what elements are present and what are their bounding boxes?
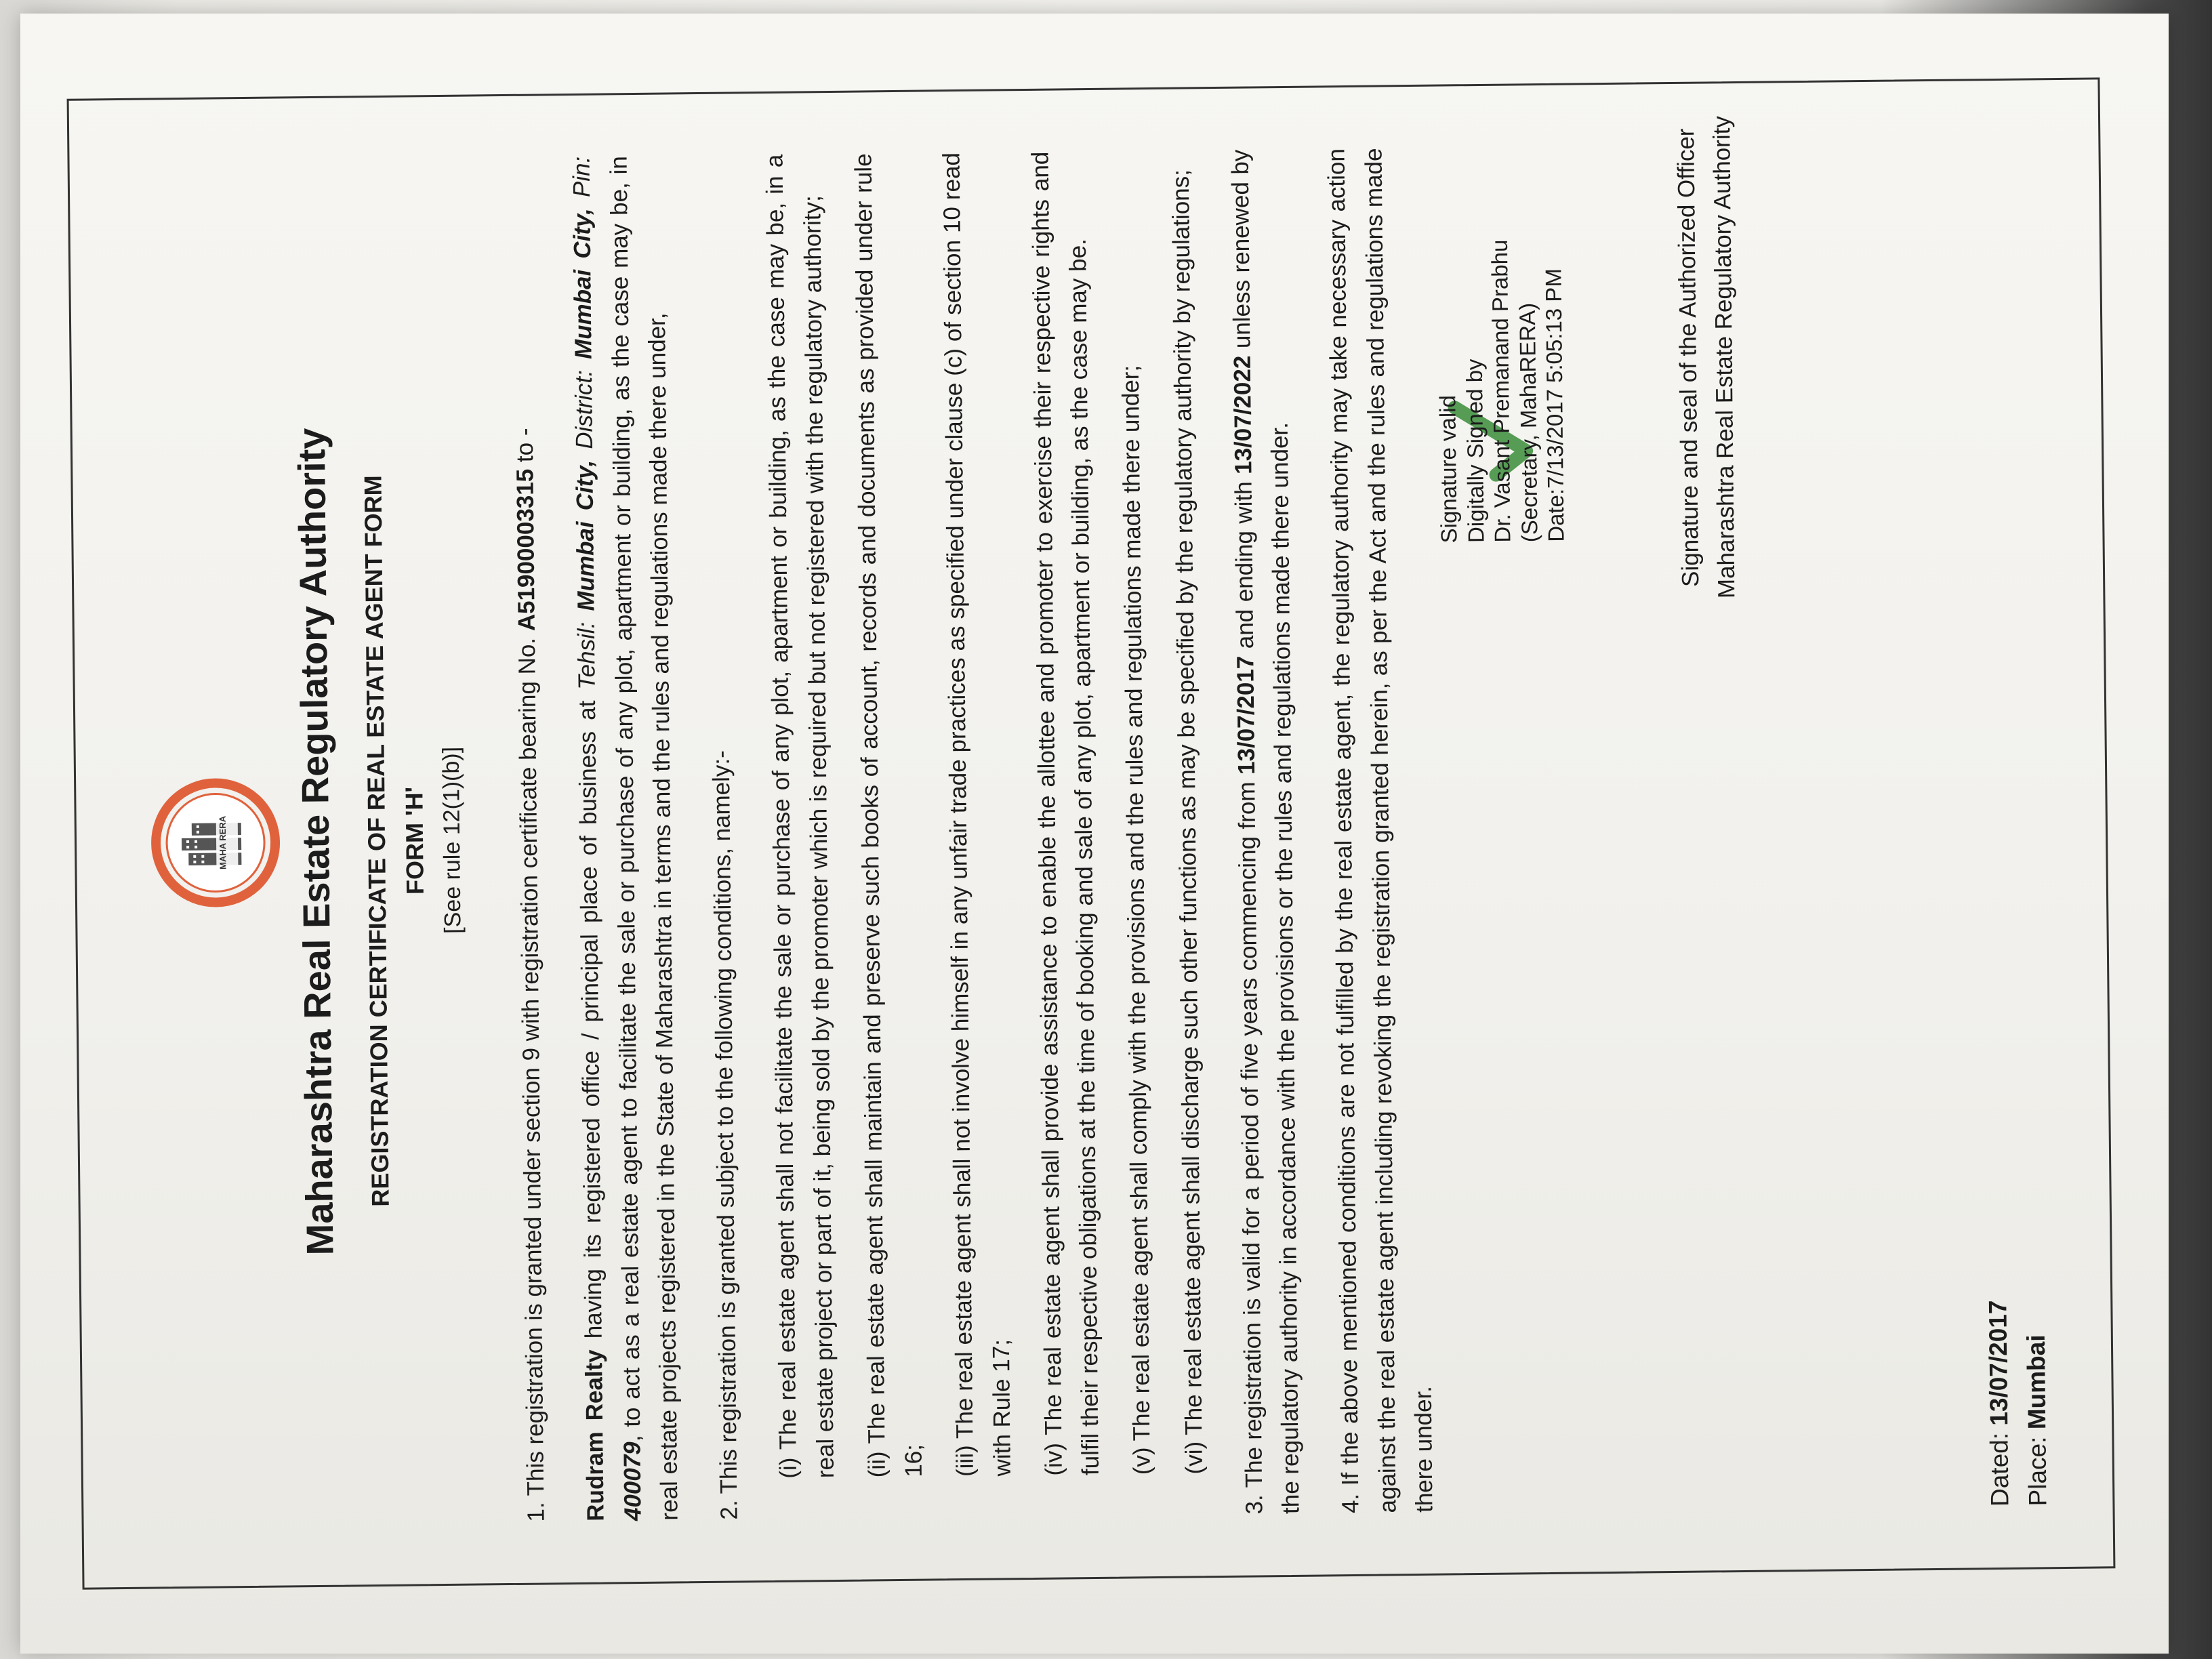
condition-item: (i) The real estate agent shall not facilitate the sale or purchase of any plot, apartment or building, as the case may be, in a real estate project or part of it, being sold by the promoter which is required but not registered with the regulatory authority; — [761, 154, 839, 1479]
date-place-block: Dated: 13/07/2017 Place: Mumbai — [1984, 1300, 2051, 1507]
signature-line: Date:7/13/2017 5:05:13 PM — [1540, 268, 1569, 542]
form-id: FORM 'H' — [399, 786, 429, 895]
certificate-number: A51900003315 — [512, 468, 540, 632]
seal-text: MAHA RERA — [217, 815, 228, 869]
place-value: Mumbai — [2022, 1334, 2051, 1430]
certificate-page — [67, 77, 2116, 1589]
signature-line: Dr. Vasant Premanand Prabhu — [1487, 239, 1515, 543]
signature-line: (Secretary, MahaRERA) — [1514, 302, 1542, 543]
page-title: Maharashtra Real Estate Regulatory Authority — [289, 428, 342, 1256]
signature-line: Signature valid — [1435, 394, 1462, 544]
start-date: 13/07/2017 — [1232, 655, 1260, 775]
condition-item: (ii) The real estate agent shall maintain and preserve such books of account, records and documents as provided under rule 16; — [850, 153, 928, 1478]
paragraph-3: 3. The registration is valid for a period of five years commencing from 13/07/2017 and ending with 13/07/2022 unless renewed by the regulatory authority in accordance with the provisions or the rules and regulations made there under. — [1227, 149, 1305, 1515]
pin-code: 400079 — [618, 1441, 647, 1521]
district: Mumbai City, — [569, 207, 597, 360]
rule-reference: [See rule 12(1)(b)] — [438, 746, 466, 935]
tehsil: Mumbai City, — [571, 459, 600, 611]
form-title: REGISTRATION CERTIFICATE OF REAL ESTATE AGENT FORM — [359, 475, 394, 1207]
end-date: 13/07/2022 — [1229, 355, 1257, 475]
agent-details: Rudram Realty having its registered office / principal place of business at Tehsil: Mumbai City, District: Mumbai City, Pin: 400079, to act as a real estate agent to facilitate the sale or purchase of any plot, apartment or building, as the case may be, in real estate projects registered in the State of Maharashtra in terms and the rules and regulations made there under, — [568, 156, 683, 1521]
condition-item: (iv) The real estate agent shall provide assistance to enable the allottee and promoter to exercise their respective rights and fulfil their respective obligations at the time of booking and sale of any plot, apartment or building, as the case may be. — [1027, 151, 1104, 1476]
agent-name: Rudram Realty — [581, 1349, 609, 1521]
dated-value: 13/07/2017 — [1984, 1300, 2013, 1426]
digital-signature-block — [1431, 108, 1570, 544]
paragraph-4: 4. If the above mentioned conditions are not fulfilled by the real estate agent, the regulatory authority may take necessary action against the real estate agent including revoking the registration granted herein, as per the Act and the rules and regulations made there under. — [1323, 148, 1438, 1514]
authorized-officer: Signature and seal of the Authorized Officer Maharashtra Real Estate Regulatory Authority — [1673, 115, 1740, 599]
signature-line: Digitally Signed by — [1461, 359, 1489, 544]
maharera-seal-icon — [150, 778, 281, 908]
condition-item: (vi) The real estate agent shall discharge such other functions as may be specified by the regulatory authority by regulations; — [1167, 169, 1208, 1475]
paragraph-1: 1. This registration is granted under section 9 with registration certificate bearing No. A51900003315 to - — [511, 428, 550, 1522]
paragraph-2-intro: 2. This registration is granted subject to the following conditions, namely:- — [708, 750, 743, 1520]
condition-item: (v) The real estate agent shall comply with the provisions and the rules and regulations made there under; — [1118, 365, 1156, 1475]
condition-item: (iii) The real estate agent shall not involve himself in any unfair trade practices as specified under clause (c) of section 10 read with Rule 17; — [938, 152, 1016, 1477]
